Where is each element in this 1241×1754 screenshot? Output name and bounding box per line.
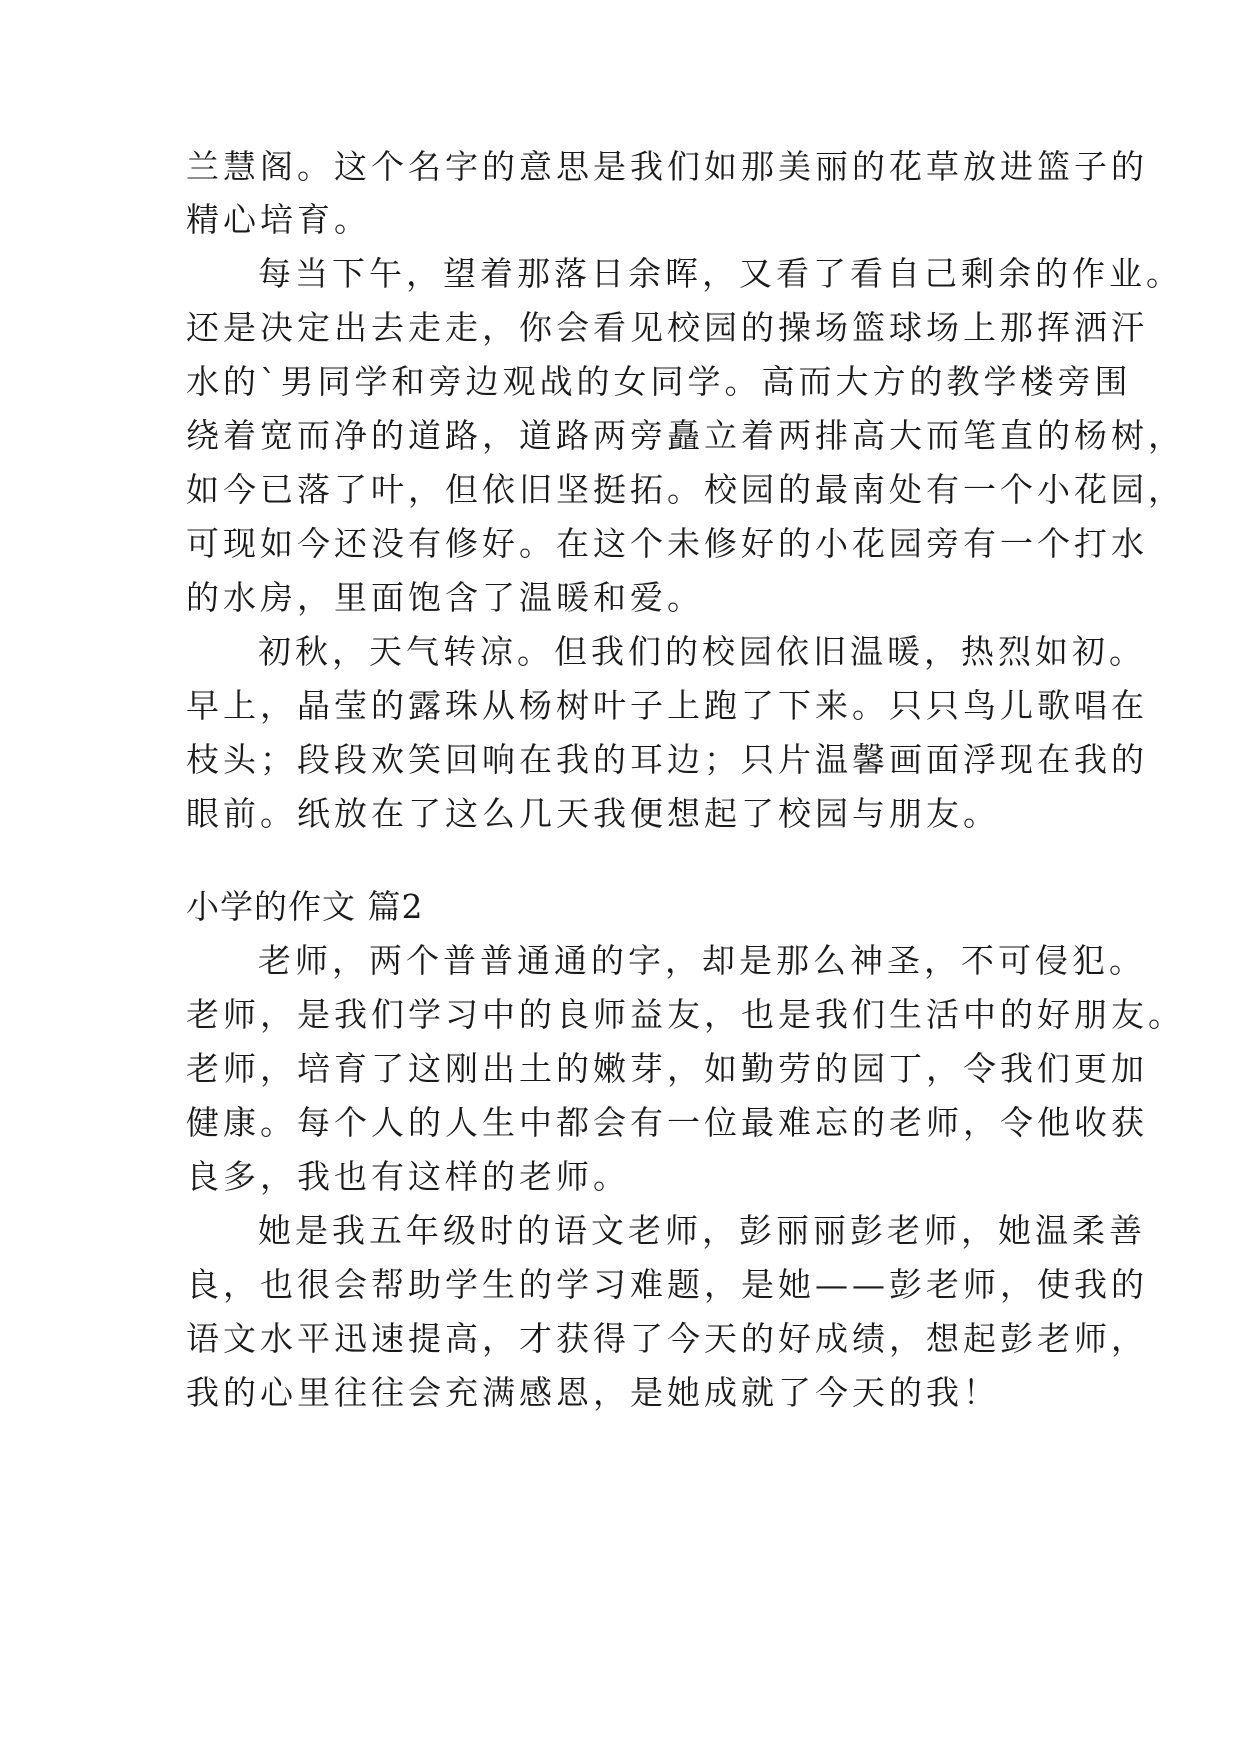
text-line: 枝头；段段欢笑回响在我的耳边；只片温馨画面浮现在我的 — [186, 740, 1148, 779]
text-line: 如今已落了叶，但依旧坚挺拓。校园的最南处有一个小花园， — [186, 470, 1185, 509]
text-line: 早上，晶莹的露珠从杨树叶子上跑了下来。只只鸟儿歌唱在 — [186, 686, 1148, 725]
text-line: 良多，我也有这样的老师。 — [186, 1157, 630, 1196]
text-line: 兰慧阁。这个名字的意思是我们如那美丽的花草放进篮子的 — [186, 147, 1148, 186]
section-heading: 小学的作文 篇2 — [186, 887, 424, 926]
text-line: 初秋，天气转凉。但我们的校园依旧温暖，热烈如初。 — [258, 632, 1146, 671]
text-line: 良，也很会帮助学生的学习难题，是她——彭老师，使我的 — [186, 1265, 1148, 1304]
text-line: 语文水平迅速提高，才获得了今天的好成绩，想起彭老师， — [186, 1319, 1148, 1358]
text-line: 还是决定出去走走，你会看见校园的操场篮球场上那挥洒汗 — [186, 308, 1148, 347]
text-line: 精心培育。 — [186, 200, 371, 239]
text-line: 的水房，里面饱含了温暖和爱。 — [186, 578, 704, 617]
text-line: 老师，培育了这刚出土的嫩芽，如勤劳的园丁，令我们更加 — [186, 1049, 1148, 1088]
text-line: 可现如今还没有修好。在这个未修好的小花园旁有一个打水 — [186, 524, 1148, 563]
text-line: 老师，两个普普通通的字，却是那么神圣，不可侵犯。 — [258, 941, 1146, 980]
text-line: 健康。每个人的人生中都会有一位最难忘的老师，令他收获 — [186, 1103, 1148, 1142]
text-line: 我的心里往往会充满感恩，是她成就了今天的我！ — [186, 1373, 1000, 1412]
text-line: 每当下午，望着那落日余晖，又看了看自己剩余的作业。 — [258, 254, 1183, 293]
text-line: 老师，是我们学习中的良师益友，也是我们生活中的好朋友。 — [186, 995, 1185, 1034]
text-line: 她是我五年级时的语文老师，彭丽丽彭老师，她温柔善 — [258, 1211, 1146, 1250]
text-line: 绕着宽而净的道路，道路两旁矗立着两排高大而笔直的杨树， — [186, 416, 1185, 455]
text-line: 水的`男同学和旁边观战的女同学。高而大方的教学楼旁围 — [186, 362, 1132, 401]
text-line: 眼前。纸放在了这么几天我便想起了校园与朋友。 — [186, 794, 1000, 833]
